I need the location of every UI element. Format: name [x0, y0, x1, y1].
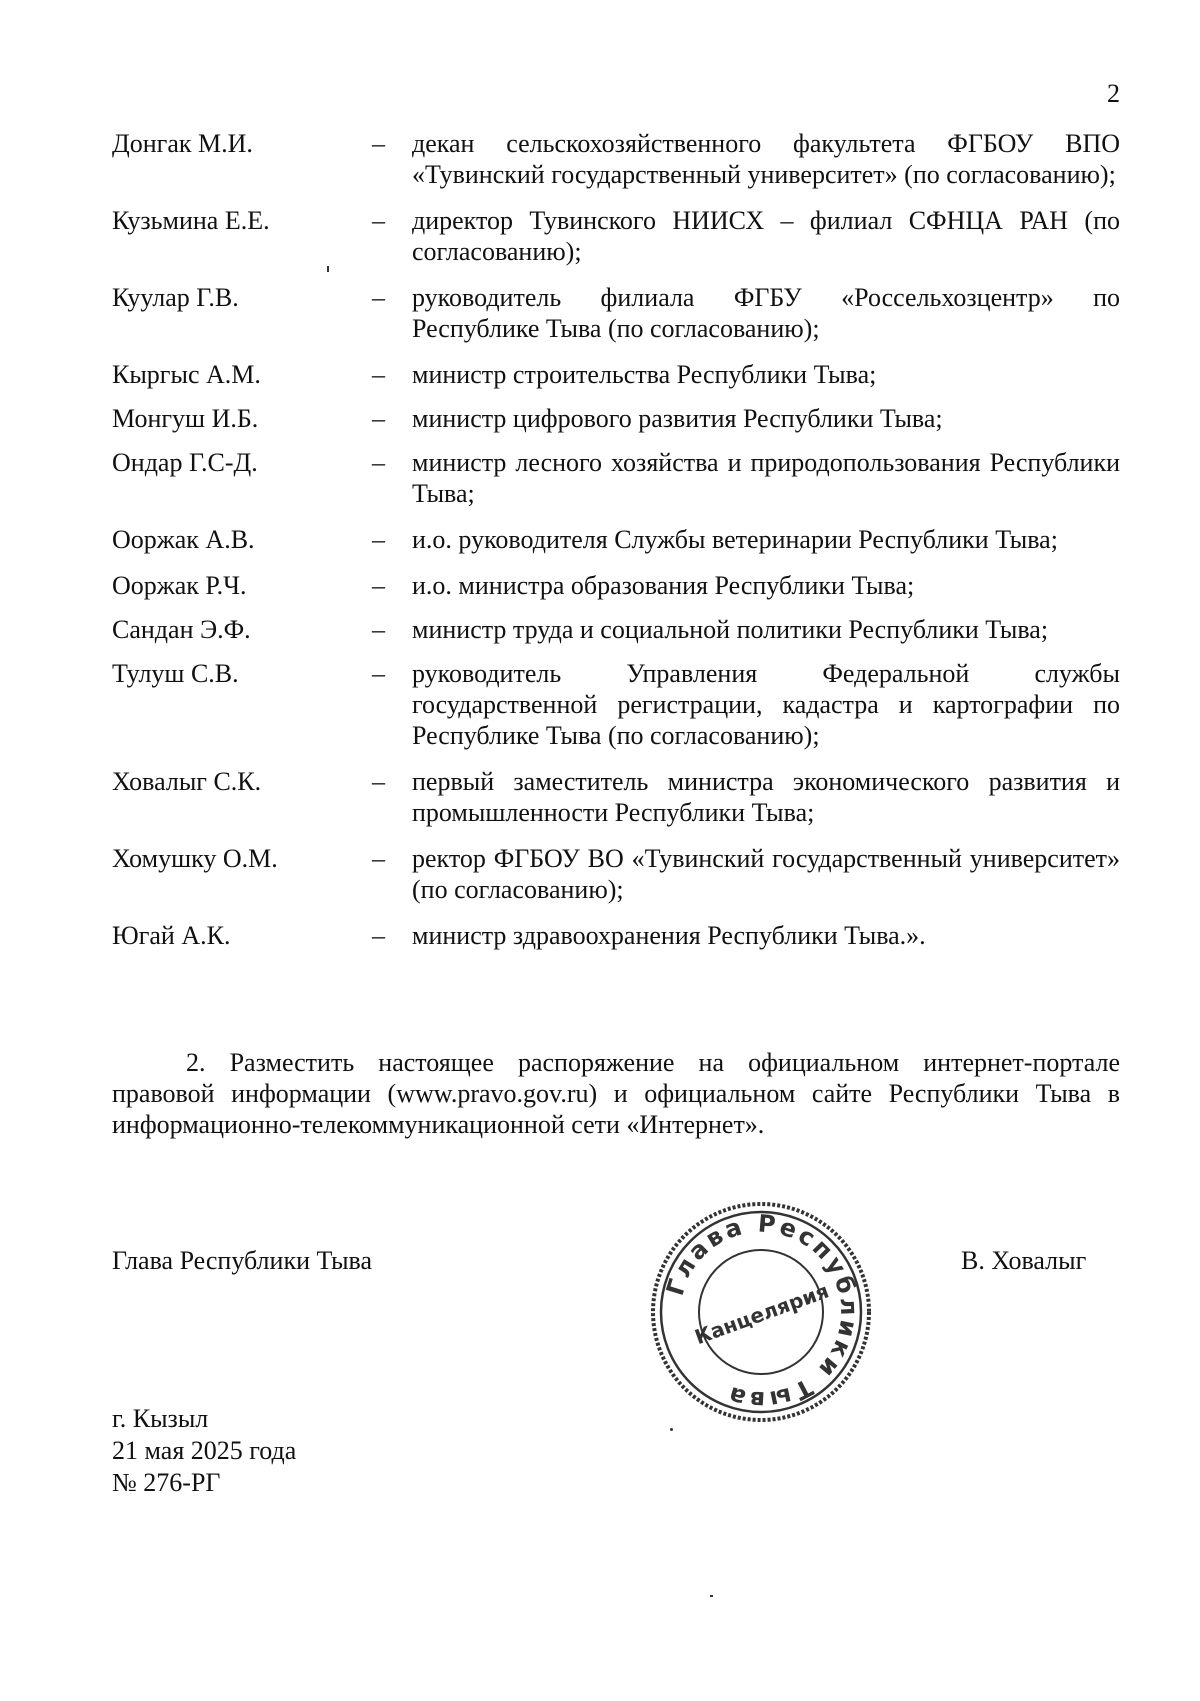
- stamp-center-text: Канцелярия: [691, 1278, 832, 1350]
- office-stamp: [646, 1197, 876, 1427]
- place-date: 21 мая 2025 года: [112, 1436, 297, 1465]
- stamp-ring-text: Глава Республики Тыва: [660, 1209, 864, 1415]
- member-dash: –: [372, 360, 385, 389]
- member-row: [112, 658, 1120, 751]
- member-name: Хомушку О.М.: [112, 844, 278, 873]
- member-name: Ховалыг С.К.: [112, 767, 262, 796]
- member-row: [112, 614, 1120, 645]
- member-name: Кузьмина Е.Е.: [112, 206, 270, 235]
- member-row: [112, 128, 1120, 190]
- signature-title: Глава Республики Тыва: [112, 1246, 373, 1275]
- member-role: министр труда и социальной политики Республики Тыва;: [412, 615, 1049, 644]
- member-row: [112, 843, 1120, 905]
- member-role: ректор ФГБОУ ВО «Тувинский государственный университет» (по согласованию);: [412, 844, 1120, 904]
- scan-speck: [327, 266, 329, 272]
- member-name: Ооржак Р.Ч.: [112, 571, 247, 600]
- member-role: министр цифрового развития Республики Тыва;: [412, 404, 943, 433]
- scan-speck: [710, 1595, 713, 1597]
- member-role: министр строительства Республики Тыва;: [412, 360, 877, 389]
- member-name: Югай А.К.: [112, 921, 231, 950]
- member-name: Монгуш И.Б.: [112, 404, 259, 433]
- member-dash: –: [372, 404, 385, 433]
- member-role: директор Тувинского НИИСХ – филиал СФНЦА РАН (по согласованию);: [412, 206, 1120, 266]
- member-dash: –: [372, 206, 385, 235]
- scan-speck: [670, 1428, 673, 1431]
- member-dash: –: [372, 283, 385, 312]
- member-dash: –: [372, 571, 385, 600]
- member-role: руководитель филиала ФГБУ «Россельхозцентр» по Республике Тыва (по согласованию);: [412, 283, 1120, 343]
- signature-name: В. Ховалыг: [961, 1246, 1087, 1275]
- member-dash: –: [372, 921, 385, 950]
- member-role: министр здравоохранения Республики Тыва.».: [412, 921, 926, 950]
- place-number: № 276-РГ: [112, 1468, 221, 1497]
- member-role: декан сельскохозяйственного факультета ФГБОУ ВПО «Тувинский государственный университет» (по согласованию);: [412, 129, 1120, 189]
- member-row: [112, 282, 1120, 344]
- member-dash: –: [372, 525, 385, 554]
- member-dash: –: [372, 767, 385, 796]
- page-number: 2: [1107, 79, 1120, 108]
- member-row: [112, 570, 1120, 601]
- member-name: Ооржак А.В.: [112, 525, 255, 554]
- paragraph-publication: 2. Разместить настоящее распоряжение на официальном интернет-портале правовой информации (www.pravo.gov.ru) и официальном сайте Республики Тыва в информационно-телекоммуникационной сети «Интернет».: [112, 1048, 1120, 1139]
- member-row: [112, 205, 1120, 267]
- member-dash: –: [372, 448, 385, 477]
- member-row: [112, 447, 1120, 509]
- member-name: Тулуш С.В.: [112, 659, 239, 688]
- member-dash: –: [372, 659, 385, 688]
- member-role: и.о. министра образования Республики Тыва;: [412, 571, 915, 600]
- member-dash: –: [372, 129, 385, 158]
- member-row: [112, 359, 1120, 390]
- member-row: [112, 524, 1120, 555]
- member-name: Кыргыс А.М.: [112, 360, 261, 389]
- member-name: Сандан Э.Ф.: [112, 615, 251, 644]
- member-dash: –: [372, 615, 385, 644]
- member-dash: –: [372, 844, 385, 873]
- member-name: Донгак М.И.: [112, 129, 253, 158]
- place-city: г. Кызыл: [112, 1404, 209, 1433]
- member-name: Куулар Г.В.: [112, 283, 239, 312]
- member-role: и.о. руководителя Службы ветеринарии Республики Тыва;: [412, 525, 1058, 554]
- member-row: [112, 403, 1120, 434]
- member-role: первый заместитель министра экономического развития и промышленности Республики Тыва;: [412, 767, 1120, 827]
- place-block: [112, 1403, 296, 1499]
- member-name: Ондар Г.С-Д.: [112, 448, 258, 477]
- member-row: [112, 766, 1120, 828]
- members-list: [112, 128, 1120, 951]
- member-row: [112, 920, 1120, 951]
- member-role: руководитель Управления Федеральной службы государственной регистрации, кадастра и картографии по Республике Тыва (по согласованию);: [412, 659, 1120, 750]
- member-role: министр лесного хозяйства и природопользования Республики Тыва;: [412, 448, 1120, 508]
